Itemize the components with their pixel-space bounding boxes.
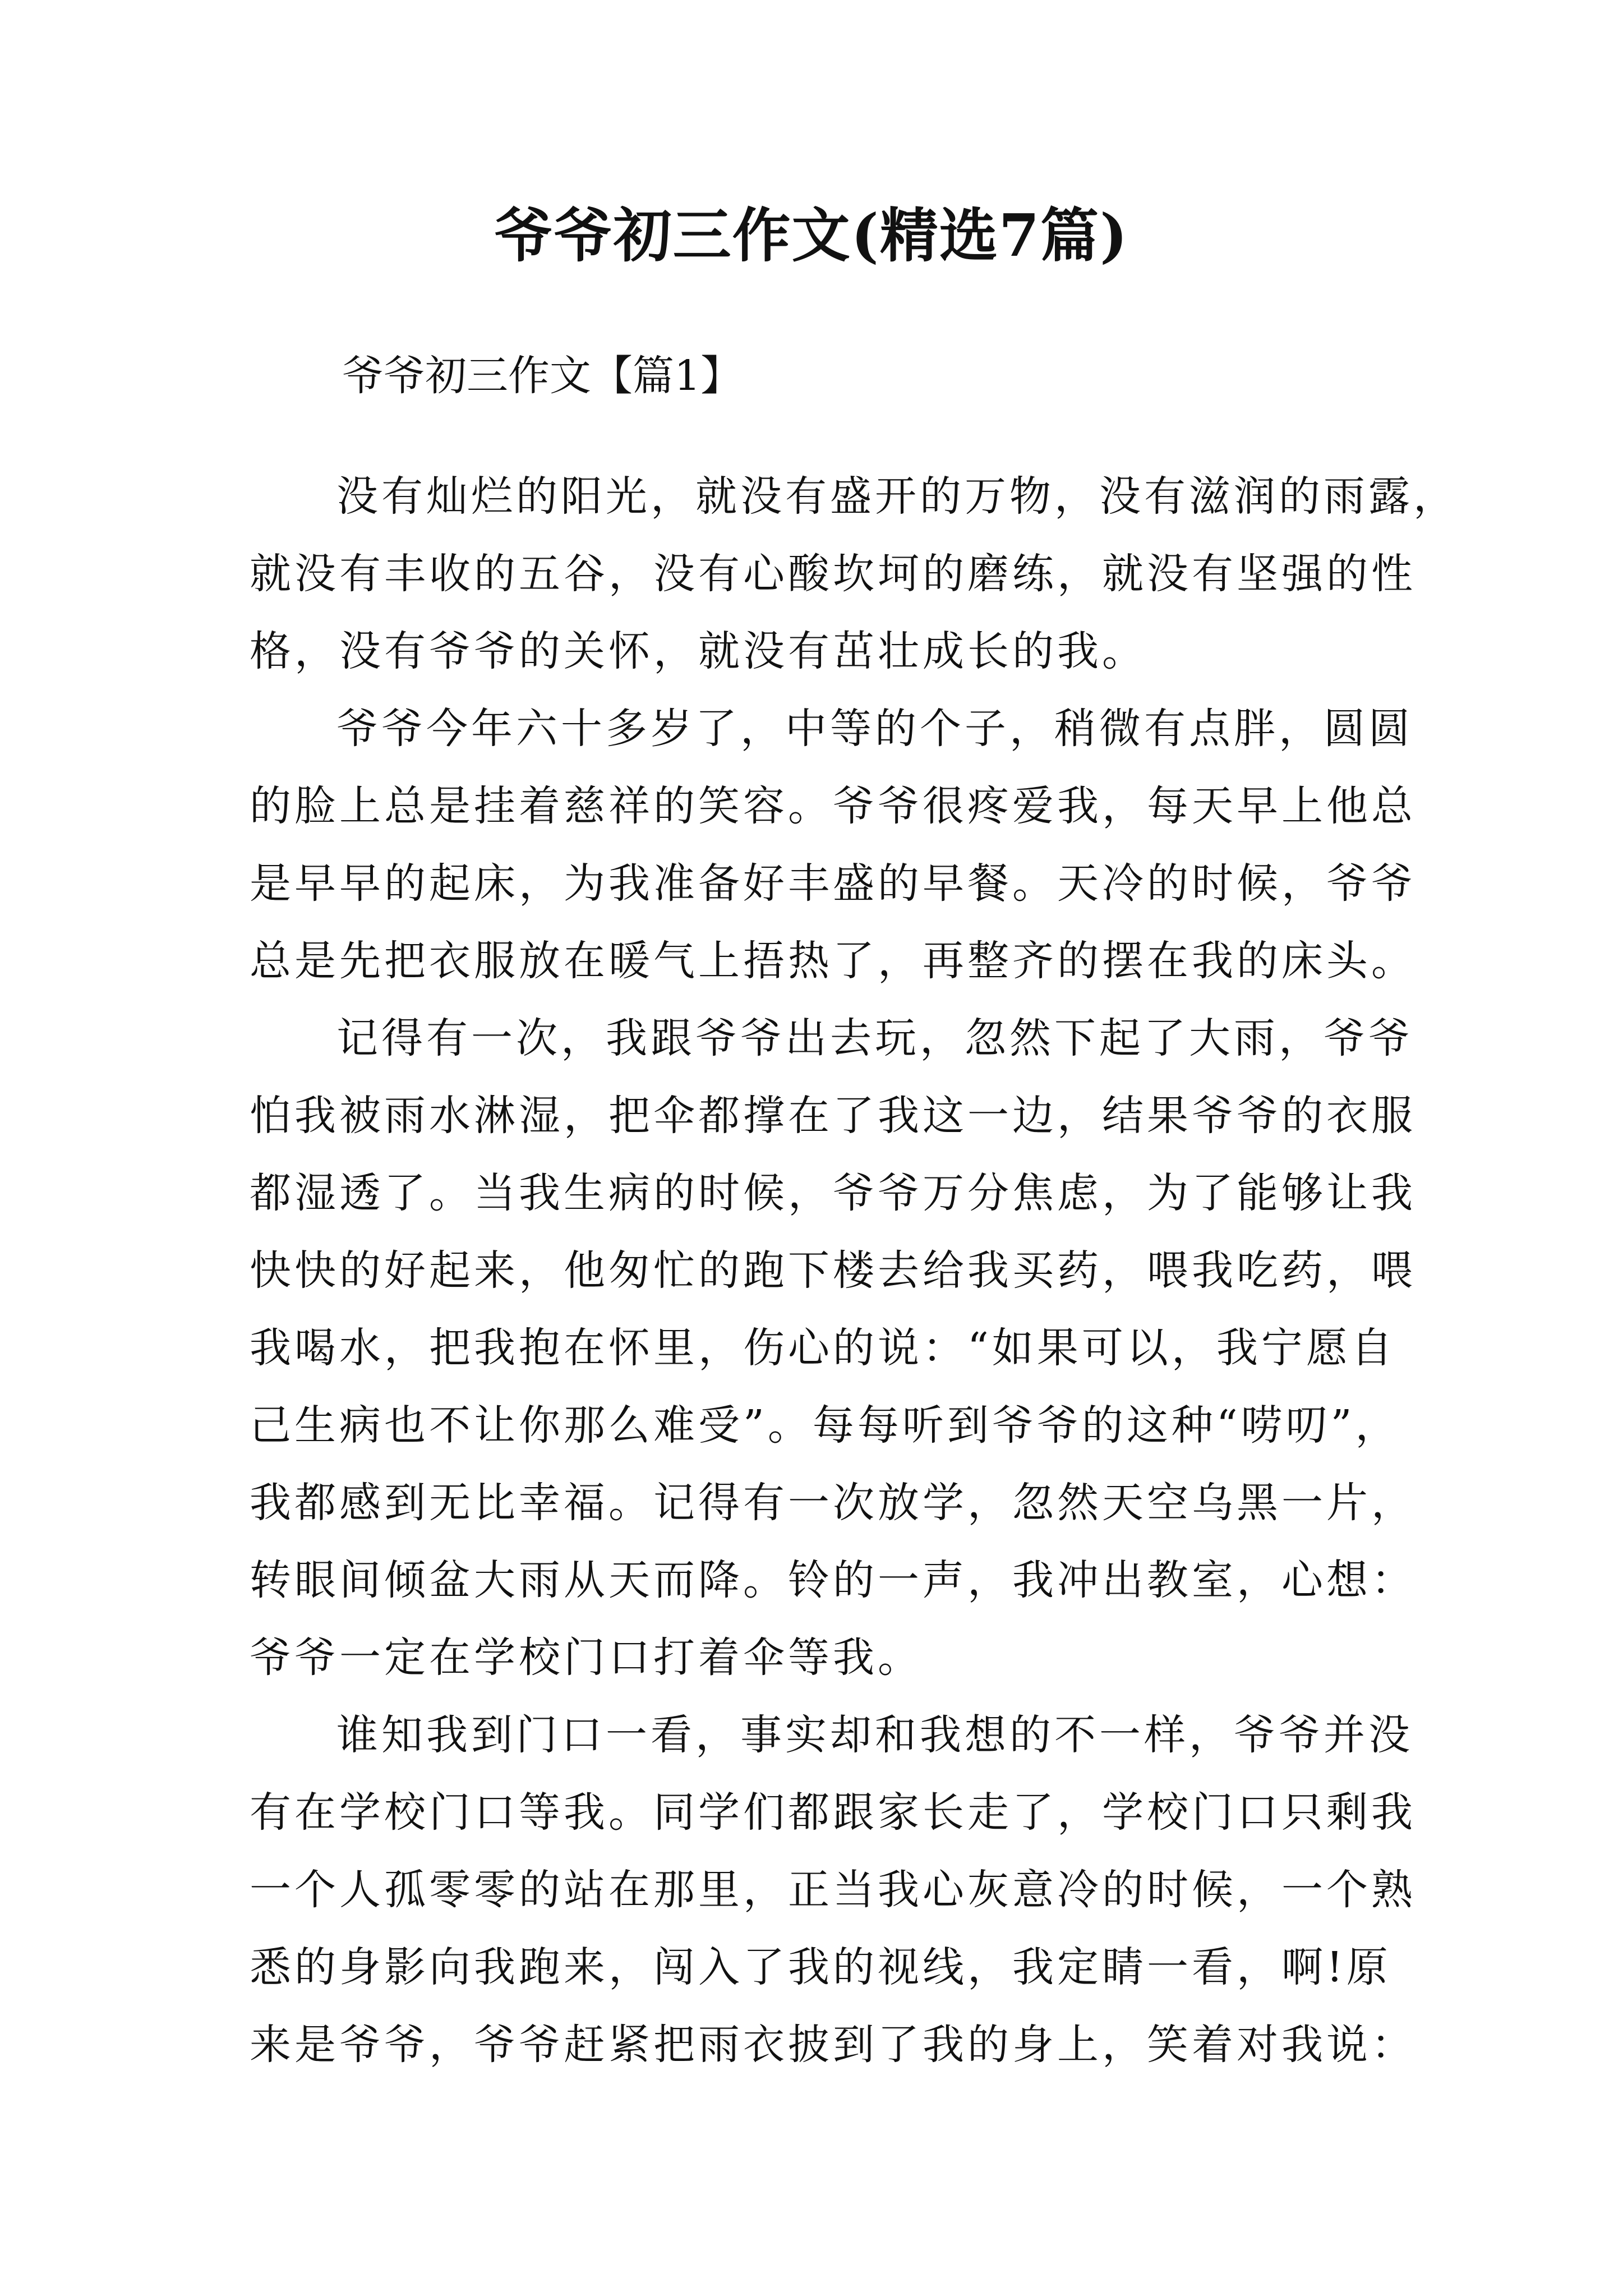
text-line: 己生病也不让你那么难受”。每每听到爷爷的这种“唠叨”，: [250, 1401, 1400, 1450]
text-line: 格，没有爷爷的关怀，就没有茁壮成长的我。: [250, 627, 1147, 675]
section-heading: 爷爷初三作文【篇1】: [342, 352, 743, 400]
text-line: 没有灿烂的阳光，就没有盛开的万物，没有滋润的雨露，: [336, 472, 1458, 521]
text-line: 爷爷一定在学校门口打着伞等我。: [250, 1634, 923, 1682]
text-line: 的脸上总是挂着慈祥的笑容。爷爷很疼爱我，每天早上他总: [250, 782, 1416, 830]
text-line: 记得有一次，我跟爷爷出去玩，忽然下起了大雨，爷爷: [336, 1014, 1413, 1062]
text-line: 快快的好起来，他匆忙的跑下楼去给我买药，喂我吃药，喂: [250, 1246, 1416, 1295]
text-line: 转眼间倾盆大雨从天而降。铃的一声，我冲出教室，心想：: [250, 1556, 1416, 1604]
text-line: 谁知我到门口一看，事实却和我想的不一样，爷爷并没: [336, 1711, 1413, 1759]
text-line: 总是先把衣服放在暖气上捂热了，再整齐的摆在我的床头。: [250, 937, 1416, 985]
text-line: 都湿透了。当我生病的时候，爷爷万分焦虑，为了能够让我: [250, 1169, 1416, 1217]
text-line: 有在学校门口等我。同学们都跟家长走了，学校门口只剩我: [250, 1788, 1416, 1837]
text-line: 爷爷今年六十多岁了，中等的个子，稍微有点胖，圆圆: [336, 705, 1413, 753]
text-line: 是早早的起床，为我准备好丰盛的早餐。天冷的时候，爷爷: [250, 859, 1416, 908]
text-line: 悉的身影向我跑来，闯入了我的视线，我定睛一看，啊!原: [250, 1943, 1391, 1991]
text-line: 一个人孤零零的站在那里，正当我心灰意冷的时候，一个熟: [250, 1866, 1416, 1914]
text-line: 就没有丰收的五谷，没有心酸坎坷的磨练，就没有坚强的性: [250, 550, 1416, 598]
text-line: 我喝水，把我抱在怀里，伤心的说：“如果可以，我宁愿自: [250, 1324, 1396, 1372]
text-line: 怕我被雨水淋湿，把伞都撑在了我这一边，结果爷爷的衣服: [250, 1092, 1416, 1140]
text-line: 我都感到无比幸福。记得有一次放学，忽然天空乌黑一片，: [250, 1479, 1416, 1527]
text-line: 来是爷爷，爷爷赶紧把雨衣披到了我的身上，笑着对我说：: [250, 2021, 1416, 2069]
document-title: 爷爷初三作文(精选7篇): [494, 201, 1129, 270]
